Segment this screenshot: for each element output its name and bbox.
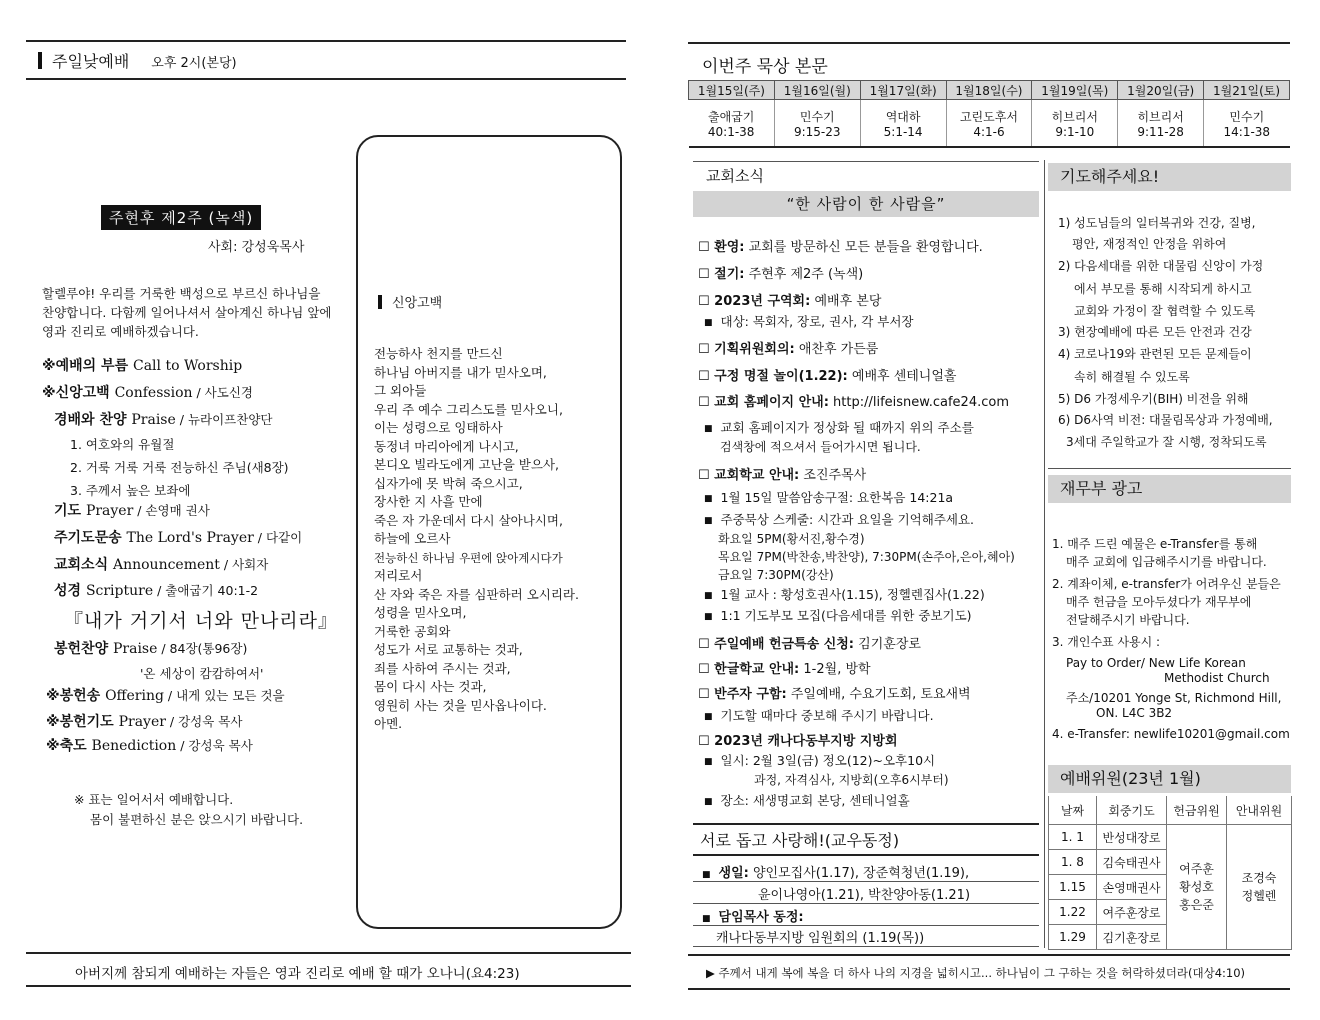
verse-cell: 출애굽기 40:1-38 [689,100,775,148]
verse-cell: 민수기 9:15-23 [774,100,860,148]
news-planning: ☐ 기획위원회의: 애찬후 가든룸 [698,342,879,357]
creed-line: 하나님 아버지를 내가 믿사오며, [374,364,547,380]
verse-date: 1월17일(화) [860,81,946,100]
footer-rule-right-bottom [688,988,1290,990]
creed-line: 우리 주 예수 그리스도를 믿사오니, [374,401,563,417]
footer-rule-right-top [688,954,1290,956]
news-school-cont-1: 화요일 5PM(황서진,황수경) [718,532,865,546]
finance-line: 전달해주시기 바랍니다. [1066,613,1190,627]
prayer-bottom-rule [1048,468,1291,469]
roster-title: 예배위원(23년 1월) [1048,765,1291,793]
footer-rule-left-bottom [26,985,631,987]
finance-line: Methodist Church [1164,671,1270,685]
finance-title: 재무부 광고 [1048,475,1291,503]
creed-line: 거룩한 공회와 [374,623,451,639]
creed-line: 전능하신 하나님 우편에 앉아계시다가 [374,550,563,565]
news-top-rule [693,161,1039,162]
order-offering: ※봉헌송 Offering / 내게 있는 모든 것을 [46,688,285,704]
seated-note: 몸이 불편하신 분은 앉으시기 바랍니다. [90,812,304,827]
care-birthday-cont: 윤이나영아(1.21), 박찬양아동(1.21) [758,888,971,903]
table-row: 1.29 김기훈장로 [1049,925,1292,950]
care-title: 서로 돕고 사랑해!(교우동정) [700,831,900,850]
verses-title: 이번주 묵상 본문 [702,57,828,77]
creed-line: 저리로서 [374,568,423,583]
top-rule-left [26,40,626,42]
news-district-conference: ☐ 2023년 캐나다동부지방 지방회 [698,734,898,749]
footer-verse-right: ▶ 주께서 내게 복에 복을 더 하사 나의 지경을 넓히시고... 하나님이 그 구하는 것을 허락하셨더라(대상4:10) [706,966,1246,980]
finance-line: 매주 교회에 입금해주시기를 바랍니다. [1066,555,1267,569]
creed-heading-text: 신앙고백 [392,296,443,311]
roster-header: 회중기도 [1097,796,1167,825]
creed-line: 산 자와 죽은 자를 심판하러 오시리라. [374,586,579,602]
verse-cell: 역대하 5:1-14 [860,100,946,148]
verses-table [688,80,1290,148]
news-welcome: ☐ 환영: 교회를 방문하신 모든 분들을 환영합니다. [698,240,983,255]
roster-header-row [1049,796,1292,825]
news-special-song: ☐ 주일예배 헌금특송 신청: 김기훈장로 [698,637,921,652]
news-title: 교회소식 [706,167,764,185]
creed-line: 아멘. [374,716,403,731]
verse-cell: 히브리서 9:1-10 [1032,100,1118,148]
top-rule-right [688,42,1290,44]
prayer-line: 4) 코로나19와 관련된 모든 문제들이 [1058,347,1252,361]
order-benediction: ※축도 Benediction / 강성욱 목사 [46,738,253,754]
finance-line: 2. 계좌이체, e-transfer가 어려우신 분들은 [1052,577,1281,591]
season-title: 주현후 제2주 (녹색) [101,205,261,230]
news-lunar-new-year: ☐ 구정 명절 놀이(1.22): 예배후 센테니얼홀 [698,369,957,384]
order-praise: 경배와 찬양 Praise / 뉴라이프찬양단 [54,412,273,428]
creed-line: 본디오 빌라도에게 고난을 받으사, [374,457,559,472]
news-conference-bullet-2: ■ 장소: 새생명교회 본당, 센테니얼홀 [704,791,910,809]
prayer-line: 3) 현장예배에 따른 모든 안전과 건강 [1058,325,1252,339]
news-slogan: “한 사람이 한 사람을” [693,191,1039,217]
verse-date: 1월18일(수) [946,81,1032,100]
news-school-bullet-1: ■ 1월 15일 말씀암송구절: 요한복음 14:21a [704,488,953,506]
order-label: ※예배의 부름 [42,358,133,374]
table-row: 1. 8 김숙태권사 [1049,850,1292,875]
roster-header: 날짜 [1049,796,1097,825]
care-birthday: ■ 생일: 양인모집사(1.17), 장준혁청년(1.19), [702,866,970,881]
order-call-to-worship: ※예배의 부름 Call to Worship [42,358,243,374]
creed-line: 성도가 서로 교통하는 것과, [374,642,523,657]
news-homepage-cont: 검색창에 적으셔서 들어가시면 됩니다. [720,440,921,454]
news-korean-school: ☐ 한글학교 안내: 1-2월, 방학 [698,662,871,677]
creed-line: 장사한 지 사흘 만에 [374,494,483,509]
order-offering-prayer: ※봉헌기도 Prayer / 강성욱 목사 [46,714,243,730]
verse-cell: 고린도후서 4:1-6 [946,100,1032,148]
header-rule-left [26,78,626,80]
creed-line: 하늘에 오르사 [374,531,451,546]
finance-line: 매주 헌금을 모아두셨다가 재무부에 [1066,595,1252,609]
news-school-cont-3: 금요일 7:30PM(강산) [718,568,834,582]
order-announcement: 교회소식 Announcement / 사회자 [54,557,269,573]
verse-cell: 히브리서 9:11-28 [1118,100,1204,148]
verse-date: 1월21일(토) [1204,81,1290,100]
standing-note: ※ 표는 일어서서 예배합니다. [74,792,234,807]
header-bar-mark [38,52,42,69]
creed-line: 그 외아들 [374,383,427,398]
news-season: ☐ 절기: 주현후 제2주 (녹색) [698,267,864,282]
care-pastor: ■ 담임목사 동정: [702,910,804,925]
creed-text [374,345,606,734]
finance-line: 주소/10201 Yonge St, Richmond Hill, [1066,691,1282,705]
finance-line: 4. e-Transfer: newlife10201@gmail.com [1052,727,1290,741]
creed-line: 성령을 믿사오며, [374,605,467,620]
order-scripture: 성경 Scripture / 출애굽기 40:1-2 [54,583,259,599]
news-accompanist: ☐ 반주자 구함: 주일예배, 수요기도회, 토요새벽 [698,687,971,702]
creed-line: 이는 성령으로 잉태하사 [374,420,503,435]
roster-table [1048,796,1292,950]
roster-offering-team: 여주훈 황성호 홍은준 [1167,825,1227,950]
news-accompanist-bullet: ■ 기도할 때마다 중보해 주시기 바랍니다. [704,706,934,724]
news-school-bullet-2: ■ 주중묵상 스케줄: 시간과 요일을 기억해주세요. [704,510,974,528]
column-divider [1044,160,1045,948]
news-district-meeting: ☐ 2023년 구역회: 예배후 본당 [698,294,882,309]
prayer-line: 에서 부모를 통해 시작되게 하시고 [1074,282,1252,296]
verses-ref-row [689,100,1290,148]
verse-cell: 민수기 14:1-38 [1204,100,1290,148]
offering-song-title: '온 세상이 캄캄하여서' [140,666,264,681]
creed-line: 죽은 자 가운데서 다시 살아나시며, [374,512,563,528]
roster-header: 안내위원 [1227,796,1292,825]
creed-line: 동정녀 마리아에게 나시고, [374,438,519,454]
finance-line: ON. L4C 3B2 [1096,706,1173,720]
praise-song-2: 2. 거룩 거룩 거룩 전능하신 주님(새8장) [70,460,289,475]
verse-date: 1월19일(목) [1032,81,1118,100]
creed-line: 몸이 다시 사는 것과, [374,679,487,694]
verse-date: 1월20일(금) [1118,81,1204,100]
table-row: 1. 1 반성대장로 여주훈 황성호 홍은준 조경숙 정헬렌 [1049,825,1292,850]
praise-song-3: 3. 주께서 높은 보좌에 [70,483,191,498]
table-row: 1.22 여주훈장로 [1049,900,1292,925]
roster-header: 헌금위원 [1167,796,1227,825]
prayer-line: 평안, 재정적인 안정을 위하여 [1072,237,1227,251]
care-rule-1 [693,881,1039,882]
finance-line: Pay to Order/ New Life Korean [1066,656,1246,670]
prayer-line: 1) 성도님들의 일터복귀와 건강, 질병, [1058,216,1256,230]
news-conference-bullet-1: ■ 일시: 2월 3일(금) 정오(12)~오후10시 [704,751,935,769]
finance-line: 1. 매주 드린 예물은 e-Transfer를 통해 [1052,537,1258,551]
order-prayer: 기도 Prayer / 손영매 권사 [54,503,210,519]
creed-heading [378,292,442,311]
news-homepage-bullet: ■ 교회 홈페이지가 정상화 될 때까지 위의 주소를 [704,418,974,436]
news-school-cont-2: 목요일 7PM(박찬송,박찬양), 7:30PM(손주아,은아,혜아) [718,550,1015,564]
prayer-line: 6) D6사역 비전: 대물림목상과 가정예배, [1058,413,1273,427]
news-school-bullet-4: ■ 1:1 기도부모 모집(다음세대를 위한 중보기도) [704,606,972,624]
worship-time: 오후 2시(본당) [151,56,237,71]
prayer-line: 3세대 주일학교가 잘 시행, 정착되도록 [1066,435,1267,449]
footer-verse-left: 아버지께 참되게 예배하는 자들은 영과 진리로 예배 할 때가 오나니(요4:23) [75,966,520,982]
creed-line: 영원히 사는 것을 믿사옵나이다. [374,697,547,713]
verses-date-row [689,81,1290,100]
news-district-bullet: ■ 대상: 목회자, 장로, 권사, 각 부서장 [704,312,914,330]
creed-line: 십자가에 못 박혀 죽으시고, [374,475,523,491]
roster-usher-team: 조경숙 정헬렌 [1227,825,1292,950]
verse-date: 1월15일(주) [689,81,775,100]
order-confession: ※신앙고백 Confession / 사도신경 [42,385,253,401]
news-homepage: ☐ 교회 홈페이지 안내: http://lifeisnew.cafe24.com [698,395,1009,410]
news-conference-cont: 과정, 자격심사, 지방회(오후6시부터) [754,773,949,787]
care-rule-4 [693,946,1039,947]
news-school-bullet-3: ■ 1월 교사 : 황성호권사(1.15), 정헬렌집사(1.22) [704,585,985,603]
verse-date: 1월16일(월) [774,81,860,100]
care-rule-3 [693,925,1039,926]
creed-bar-mark [378,295,382,309]
care-title-rule [693,854,1039,856]
news-school: ☐ 교회학교 안내: 조진주목사 [698,468,867,483]
care-top-rule [693,823,1039,825]
order-praise-offering: 봉헌찬양 Praise / 84장(통96장) [54,641,248,657]
praise-song-1: 1. 여호와의 유월절 [70,437,175,452]
creed-line: 죄를 사하여 주시는 것과, [374,660,511,676]
care-rule-2 [693,903,1039,904]
presider: 사회: 강성욱목사 [208,240,305,255]
worship-title: 주일낮예배 [52,52,130,71]
order-lords-prayer: 주기도문송 The Lord's Prayer / 다같이 [54,530,303,546]
creed-line: 전능하사 천지를 만드신 [374,346,503,361]
worship-header [38,49,237,72]
prayer-title: 기도해주세요! [1048,163,1291,191]
care-pastor-line: 캐나다동부지방 임원회의 (1.19(목)) [716,931,925,946]
call-intro: 할렐루야! 우리를 거룩한 백성으로 부르신 하나님을 찬양합니다. 다함께 일어나셔서 살아계신 하나님 앞에 영과 진리로 예배하겠습니다. [42,286,332,339]
prayer-line: 속히 해결될 수 있도록 [1074,370,1190,384]
table-row: 1.15 손영매권사 [1049,875,1292,900]
footer-rule-left-top [26,952,631,954]
prayer-line: 교회와 가정이 잘 협력할 수 있도록 [1074,304,1256,318]
prayer-line: 5) D6 가정세우기(BIH) 비전을 위해 [1058,392,1249,406]
finance-line: 3. 개인수표 사용시 : [1052,635,1161,649]
prayer-line: 2) 다음세대를 위한 대물림 신앙이 가정 [1058,259,1264,273]
sermon-title: 『내가 거기서 너와 만나리라』 [64,610,339,632]
